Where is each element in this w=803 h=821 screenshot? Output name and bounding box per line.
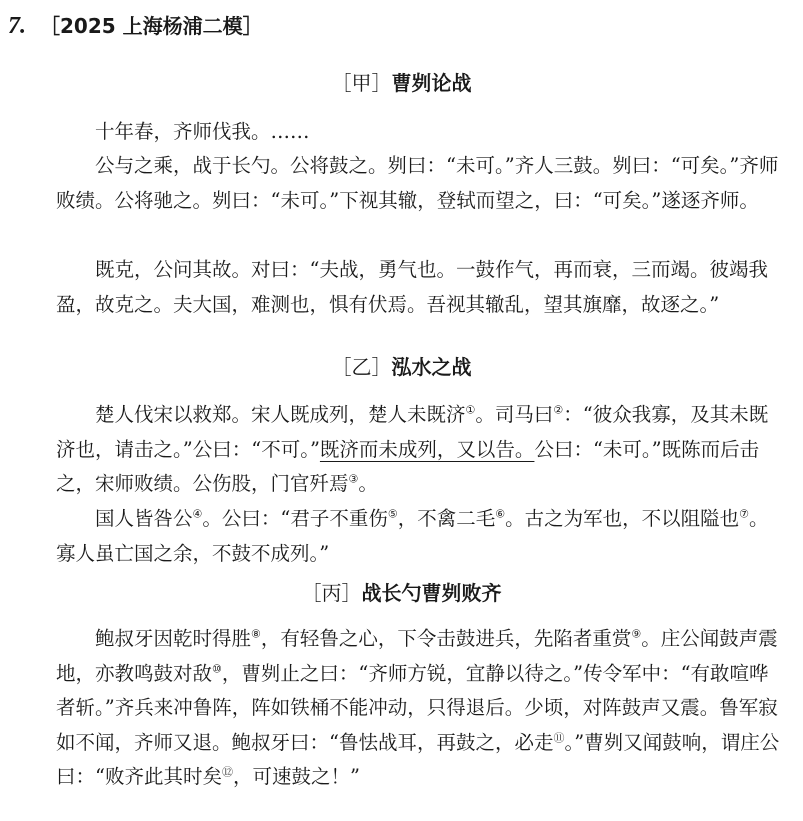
question-source: ［2025 上海杨浦二模］ — [40, 14, 263, 38]
section-bing-paragraph-1 — [56, 622, 780, 795]
section-jia-label: ［甲］ — [331, 71, 392, 95]
section-bing-label: ［丙］ — [301, 581, 362, 605]
section-yi-paragraph-1 — [56, 398, 780, 502]
text-run: 楚人伐宋以救郑。宋人既成列，楚人未既济 — [95, 403, 466, 426]
section-bing-title — [0, 578, 803, 608]
text-run: 。”曹刿又闻鼓响，谓庄公曰：“败齐此其时矣 — [56, 730, 780, 788]
section-yi-paragraph-2 — [56, 502, 780, 571]
footnote-marker: ⑪ — [553, 731, 565, 744]
text-run: 。庄公闻鼓声震地，亦教鸣鼓对敌 — [56, 627, 778, 685]
question-number: 7. — [8, 13, 26, 39]
footnote-marker: ⑩ — [212, 662, 222, 675]
question-header — [8, 8, 263, 45]
footnote-marker: ⑤ — [387, 507, 398, 521]
text-run: ，有轻鲁之心，下令击鼓进兵，先陷者重赏 — [260, 627, 632, 650]
footnote-marker: ⑥ — [495, 507, 506, 521]
text-run: 。古之为军也，不以阻隘也 — [505, 507, 740, 530]
text-run: ，不禽二毛 — [397, 507, 496, 530]
section-bing-name: 战长勺曹刿败齐 — [361, 581, 502, 605]
underlined-sentence: 既济而未成列，又以告。 — [319, 437, 535, 461]
footnote-marker: ② — [553, 403, 564, 417]
footnote-marker: ④ — [192, 507, 203, 521]
section-jia-name: 曹刿论战 — [391, 71, 472, 95]
text-run: ，可速鼓之！” — [232, 765, 360, 788]
text-run: 公曰：“未可。”既陈而后击之，宋师败绩。公伤股，门官歼焉 — [56, 437, 760, 495]
section-jia-title — [0, 68, 803, 98]
footnote-marker: ⑨ — [631, 627, 642, 641]
text-run: 鲍叔牙因乾时得胜 — [95, 627, 252, 650]
section-yi-name: 泓水之战 — [391, 355, 472, 379]
text-run: 。寡人虽亡国之余，不鼓不成列。” — [56, 507, 769, 565]
section-yi-title — [0, 352, 803, 382]
text-run: 。 — [358, 472, 378, 495]
text-run: 国人皆咎公 — [95, 507, 193, 530]
section-yi-label: ［乙］ — [331, 355, 392, 379]
text-run: 。公曰：“君子不重伤 — [202, 507, 388, 530]
section-jia-paragraph-1: 十年春，齐师伐我。…… — [95, 120, 310, 143]
footnote-marker: ⑦ — [739, 507, 750, 521]
text-run: ，曹刿止之曰：“齐师方锐，宜静以待之。”传令军中：“有敢喧哗者斩。”齐兵来冲鲁阵，阵如铁桶不能冲动，只得退后。少顷，对阵鼓声又震。鲁军寂如不闻，齐师又退。鲍叔牙曰：“鲁怯战耳，再鼓之，必走 — [56, 661, 778, 754]
text-run: ：“彼众我寡，及其未既济也，请击之。”公曰：“不可。” — [56, 403, 769, 461]
footnote-marker: ③ — [348, 472, 359, 486]
text-run: 。司马曰 — [475, 403, 554, 426]
section-jia-paragraph-3: 既克，公问其故。对曰：“夫战，勇气也。一鼓作气，再而衰，三而竭。彼竭我盈，故克之。夫大国，难测也，惧有伏焉。吾视其辙乱，望其旗靡，故逐之。” — [56, 258, 768, 316]
footnote-marker: ① — [465, 403, 476, 417]
footnote-marker: ⑧ — [251, 627, 261, 641]
footnote-marker: ⑫ — [221, 765, 233, 779]
section-jia-paragraph-2: 公与之乘，战于长勺。公将鼓之。刿曰：“未可。”齐人三鼓。刿曰：“可矣。”齐师败绩。公将驰之。刿曰：“未可。”下视其辙，登轼而望之，曰：“可矣。”遂逐齐师。 — [56, 154, 779, 212]
